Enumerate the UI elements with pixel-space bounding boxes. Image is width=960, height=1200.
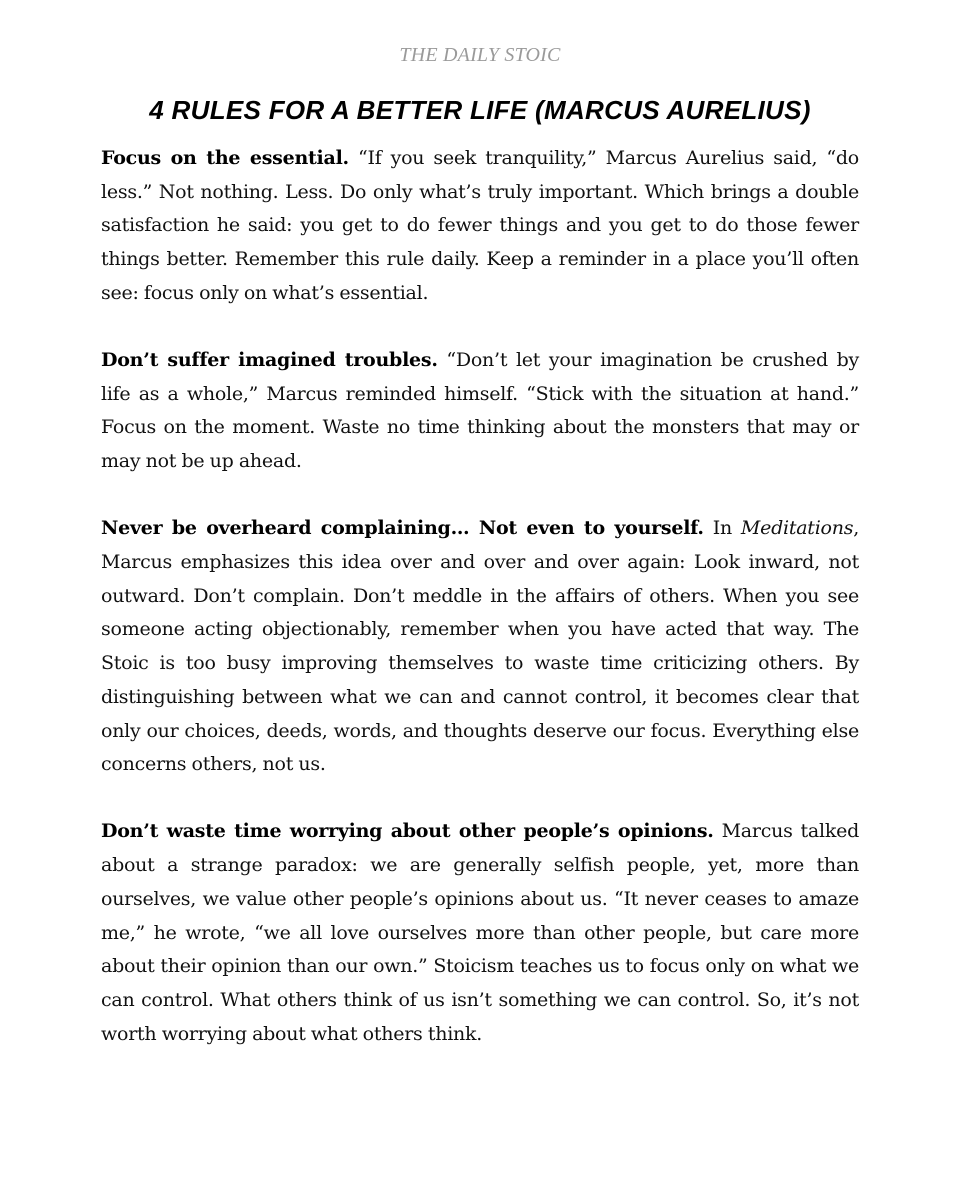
article-body	[101, 142, 859, 1051]
rule-paragraph-2	[101, 344, 859, 479]
rule-paragraph-3	[101, 512, 859, 782]
rule-text-3-after: , Marcus emphasizes this idea over and over and over again: Look inward, not outward. Don’t complain. Don’t meddle in the affairs of others. When you see someone acting objectionably, remember when you have acted that way. The Stoic is too busy improving themselves to waste time criticizing others. By distinguishing between what we can and cannot control, it becomes clear that only our choices, deeds, words, and thoughts deserve our focus. Everything else concerns others, not us.	[101, 517, 859, 776]
publication-name: THE DAILY STOIC	[399, 44, 561, 66]
rule-paragraph-1	[101, 142, 859, 311]
page-title: 4 RULES FOR A BETTER LIFE (MARCUS AURELIUS)	[149, 95, 811, 125]
rule-text-2: “Don’t let your imagination be crushed by life as a whole,” Marcus reminded himself. “Stick with the situation at hand.” Focus on the moment. Waste no time thinking about the monsters that may or may not be up ahead.	[101, 349, 860, 473]
rule-heading-3: Never be overheard complaining… Not even to yourself.	[101, 517, 704, 540]
rule-text-4: Marcus talked about a strange paradox: we are generally selfish people, yet, more than ourselves, we value other people’s opinions about us. “It never ceases to amaze me,” he wrote, “we all love ourselves more than other people, but care more about their opinion than our own.” Stoicism teaches us to focus only on what we can control. What others think of us isn’t something we can control. So, it’s not worth worrying about what others think.	[101, 820, 859, 1045]
rule-text-3-before: In	[703, 517, 741, 540]
book-title-meditations: Meditations	[740, 517, 854, 540]
rule-text-1: “If you seek tranquility,” Marcus Aurelius said, “do less.” Not nothing. Less. Do only what’s truly important. Which brings a double satisfaction he said: you get to do fewer things and you get to do those fewer things better. Remember this rule daily. Keep a reminder in a place you’ll often see: focus only on what’s essential.	[101, 147, 859, 304]
rule-heading-1: Focus on the essential.	[101, 147, 349, 169]
rule-heading-4: Don’t waste time worrying about other people’s opinions.	[101, 820, 714, 843]
rule-paragraph-4	[101, 815, 859, 1051]
rule-heading-2: Don’t suffer imagined troubles.	[101, 349, 438, 372]
